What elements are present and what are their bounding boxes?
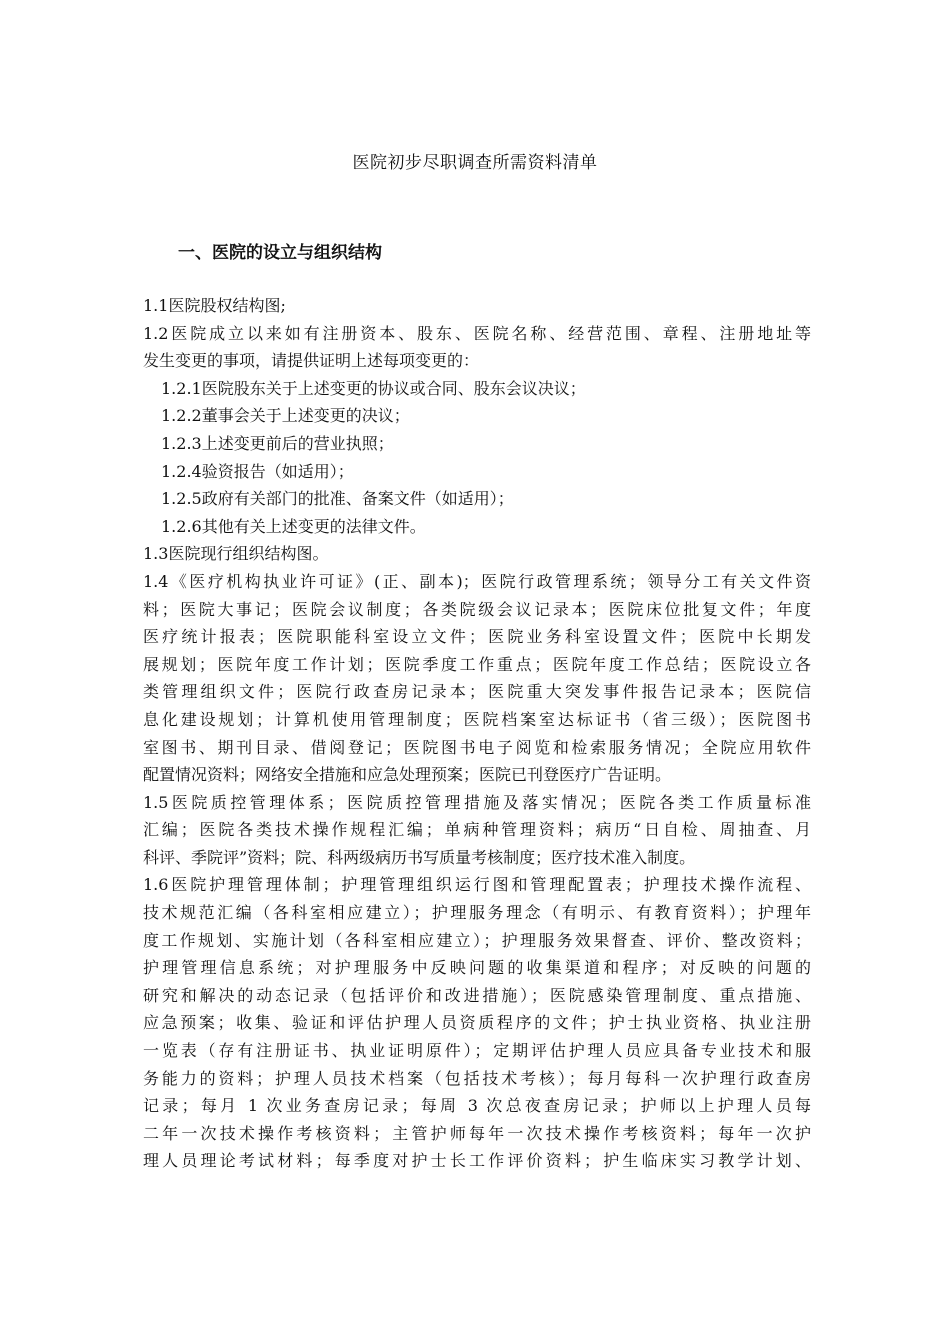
text-line: 理人员理论考试材料；每季度对护士长工作评价资料；护生临床实习教学计划、 (143, 1151, 811, 1171)
text-line: 1.2.5政府有关部门的批准、备案文件（如适用）； (161, 489, 514, 509)
text-line: 1.2.4验资报告（如适用）； (161, 461, 354, 481)
text-line: 1.2医院成立以来如有注册资本、股东、医院名称、经营范围、章程、注册地址等 (143, 323, 811, 343)
text-line: 医疗统计报表；医院职能科室设立文件；医院业务科室设置文件；医院中长期发 (143, 627, 811, 647)
text-line: 1.1医院股权结构图; (143, 296, 286, 315)
text-line: 技术规范汇编（各科室相应建立）；护理服务理念（有明示、有教育资料）；护理年 (143, 903, 811, 923)
text-line: 1.3医院现行组织结构图。 (143, 544, 329, 564)
text-line: 二年一次技术操作考核资料；主管护师每年一次技术操作考核资料；每年一次护 (143, 1123, 811, 1143)
text-line: 息化建设规划；计算机使用管理制度；医院档案室达标证书（省三级）；医院图书 (143, 709, 811, 729)
text-line: 记录；每月 1 次业务查房记录；每周 3 次总夜查房记录；护师以上护理人员每 (143, 1096, 811, 1116)
text-line: 1.5医院质控管理体系；医院质控管理措施及落实情况；医院各类工作质量标准 (143, 792, 811, 812)
text-line: 一览表（存有注册证书、执业证明原件）；定期评估护理人员应具备专业技术和服 (143, 1041, 811, 1061)
text-line: 1.2.1医院股东关于上述变更的协议或合同、股东会议决议； (161, 378, 586, 398)
text-line: 1.4《医疗机构执业许可证》(正、副本)；医院行政管理系统；领导分工有关文件资 (143, 571, 811, 591)
text-line: 室图书、期刊目录、借阅登记；医院图书电子阅览和检索服务情况；全院应用软件 (143, 737, 811, 757)
text-line: 类管理组织文件；医院行政查房记录本；医院重大突发事件报告记录本；医院信 (143, 682, 811, 702)
text-line: 应急预案；收集、验证和评估护理人员资质程序的文件；护士执业资格、执业注册 (143, 1013, 811, 1033)
text-line: 研究和解决的动态记录（包括评价和改进措施）；医院感染管理制度、重点措施、 (143, 985, 811, 1005)
section-heading: 一、医院的设立与组织结构 (178, 243, 382, 263)
text-line: 1.6医院护理管理体制；护理管理组织运行图和管理配置表；护理技术操作流程、 (143, 875, 811, 895)
document-body (143, 292, 811, 1175)
text-line: 1.2.6其他有关上述变更的法律文件。 (161, 516, 426, 536)
text-line: 护理管理信息系统；对护理服务中反映问题的收集渠道和程序；对反映的问题的 (143, 958, 811, 978)
text-line: 展规划；医院年度工作计划；医院季度工作重点；医院年度工作总结；医院设立各 (143, 654, 811, 674)
text-line: 科评、季院评”资料；院、科两级病历书写质量考核制度；医疗技术准入制度。 (143, 847, 696, 867)
text-line: 料；医院大事记；医院会议制度；各类院级会议记录本；医院床位批复文件；年度 (143, 599, 811, 619)
text-line: 度工作规划、实施计划（各科室相应建立）；护理服务效果督查、评价、整改资料； (143, 930, 811, 950)
document-title: 医院初步尽职调查所需资料清单 (352, 153, 598, 173)
text-line: 配置情况资料；网络安全措施和应急处理预案；医院已刊登医疗广告证明。 (143, 765, 672, 785)
text-line: 发生变更的事项，请提供证明上述每项变更的： (143, 351, 480, 371)
text-line: 1.2.2董事会关于上述变更的决议； (161, 406, 410, 426)
text-line: 1.2.3上述变更前后的营业执照； (161, 433, 394, 453)
text-line: 务能力的资料；护理人员技术档案（包括技术考核）；每月每科一次护理行政查房 (143, 1068, 811, 1088)
text-line: 汇编；医院各类技术操作规程汇编；单病种管理资料；病历“日自检、周抽查、月 (143, 820, 811, 840)
